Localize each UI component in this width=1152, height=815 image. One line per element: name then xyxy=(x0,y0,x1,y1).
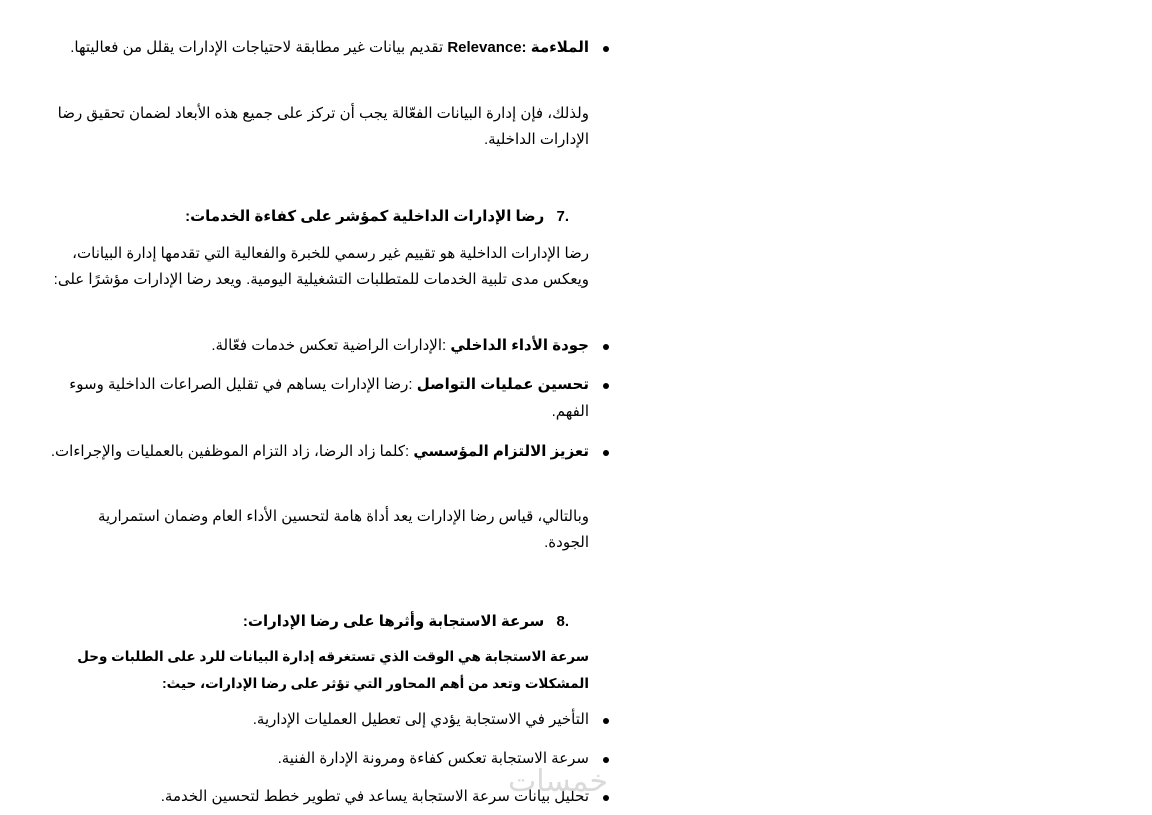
item-term: تعزيز الالتزام المؤسسي xyxy=(413,443,589,460)
section-7-item xyxy=(49,332,589,359)
item-term: جودة الأداء الداخلي xyxy=(450,337,589,354)
section-8-heading xyxy=(69,610,569,634)
section-7-intro: رضا الإدارات الداخلية هو تقييم غير رسمي للخبرة والفعالية التي تقدمها إدارة البيانات، ويعكس مدى تلبية الخدمات للمتطلبات التشغيلية اليومية. ويعد رضا الإدارات مؤشرًا على: xyxy=(53,245,589,288)
bullet-icon xyxy=(603,450,609,456)
section-7-conclusion: وبالتالي، قياس رضا الإدارات يعد أداة هامة لتحسين الأداء العام وضمان استمرارية الجودة. xyxy=(98,508,589,551)
item-term: تحسين عمليات التواصل xyxy=(416,376,589,393)
section-8-item: التأخير في الاستجابة يؤدي إلى تعطيل العمليات الإدارية. xyxy=(252,711,589,728)
section-7-item xyxy=(49,438,589,465)
bullet-icon xyxy=(603,383,609,389)
section-8-number: .8 xyxy=(556,613,569,630)
conclusion-paragraph-1: ولذلك، فإن إدارة البيانات الفعّالة يجب أن تركز على جميع هذه الأبعاد لضمان تحقيق رضا الإدارات الداخلية. xyxy=(57,105,589,148)
item-text: :رضا الإدارات يساهم في تقليل الصراعات الداخلية وسوء الفهم. xyxy=(69,376,589,420)
item-text: :كلما زاد الرضا، زاد التزام الموظفين بالعمليات والإجراءات. xyxy=(50,443,410,460)
item-text: :الإدارات الراضية تعكس خدمات فعّالة. xyxy=(211,337,447,354)
relevance-term-en: Relevance: xyxy=(447,39,527,56)
section-8-item: تحليل بيانات سرعة الاستجابة يساعد في تطوير خطط لتحسين الخدمة. xyxy=(160,788,589,805)
bullet-icon xyxy=(603,718,609,724)
section-7-number: .7 xyxy=(556,208,569,225)
bullet-icon xyxy=(603,46,609,52)
section-8-title: سرعة الاستجابة وأثرها على رضا الإدارات: xyxy=(242,613,545,630)
relevance-term-ar: الملاءمة xyxy=(530,39,589,56)
bullet-icon xyxy=(603,757,609,763)
relevance-text: تقديم بيانات غير مطابقة لاحتياجات الإدارات يقلل من فعاليتها. xyxy=(70,39,444,56)
watermark-logo: خمسات xyxy=(508,764,609,799)
section-8-intro: سرعة الاستجابة هي الوقت الذي تستغرقه إدارة البيانات للرد على الطلبات وحل المشكلات وتعد من أهم المحاور التي تؤثر على رضا الإدارات، حيث: xyxy=(77,649,589,691)
section-7-item xyxy=(49,371,589,425)
bullet-icon xyxy=(603,344,609,350)
section-8-item: سرعة الاستجابة تعكس كفاءة ومرونة الإدارة الفنية. xyxy=(277,750,589,767)
section-7-heading xyxy=(69,205,569,229)
relevance-item xyxy=(49,34,589,61)
section-7-title: رضا الإدارات الداخلية كمؤشر على كفاءة الخدمات: xyxy=(185,208,545,225)
